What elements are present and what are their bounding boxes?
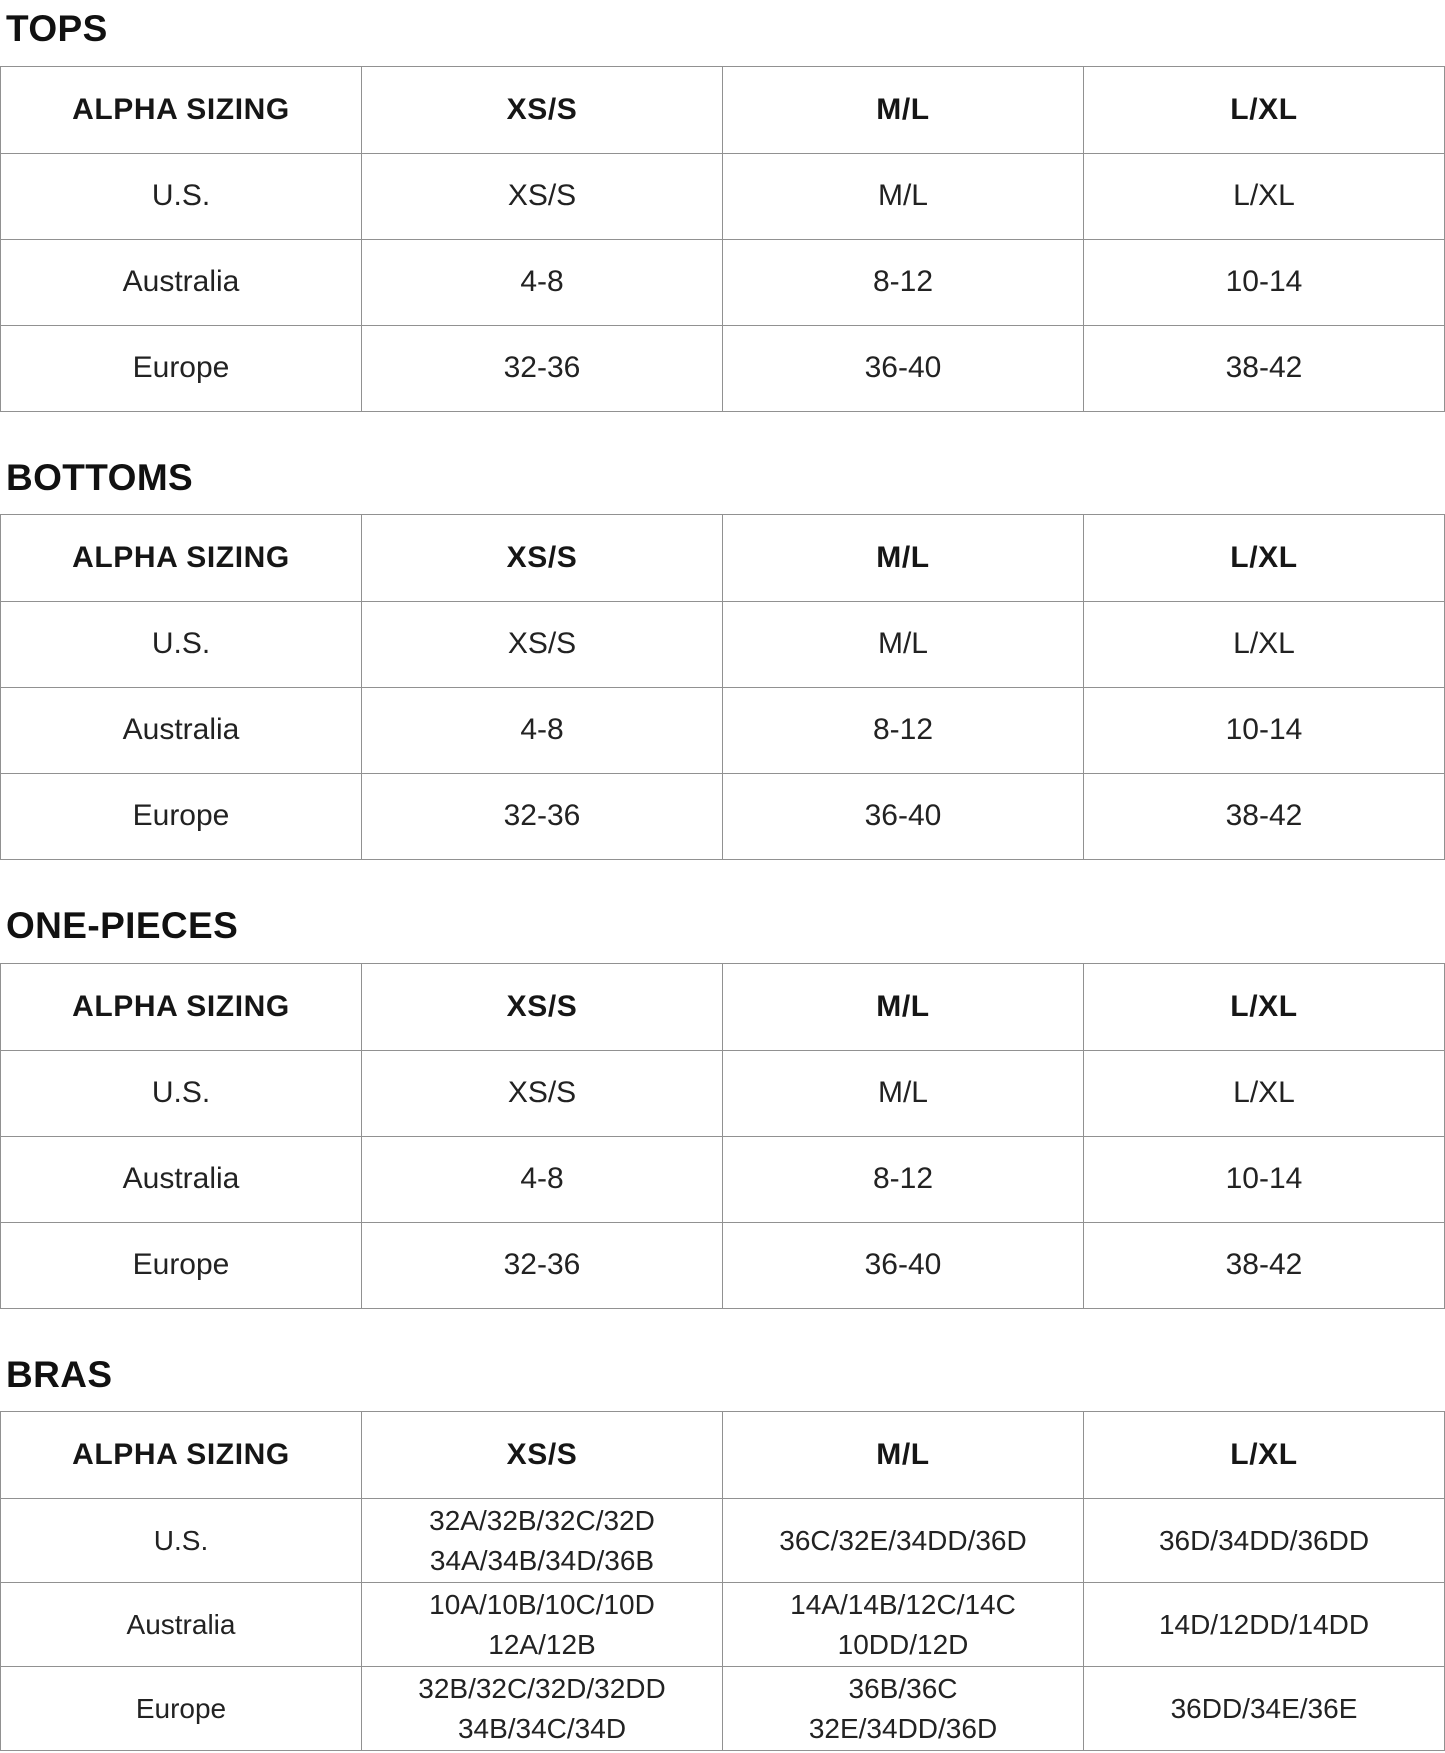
size-cell <box>1084 1050 1445 1136</box>
table-row-australia <box>1 1583 1445 1667</box>
row-label-australia <box>1 1583 362 1667</box>
size-cell <box>723 1050 1084 1136</box>
cell-text: 32B/32C/32D/32DD <box>418 1672 666 1704</box>
cell-text: U.S. <box>151 1075 211 1109</box>
cell-text: Europe <box>132 350 230 384</box>
row-label-australia <box>1 239 362 325</box>
cell-text: 8-12 <box>872 1161 934 1195</box>
section-title-bras: BRAS <box>6 1353 113 1395</box>
size-cell <box>362 1499 723 1583</box>
size-cell <box>723 774 1084 860</box>
size-cell <box>723 239 1084 325</box>
col-header-alpha-sizing: ALPHA SIZING <box>1 66 362 153</box>
cell-text: 32-36 <box>503 1247 581 1281</box>
table-row-australia <box>1 688 1445 774</box>
table-row-australia <box>1 239 1445 325</box>
size-cell <box>362 688 723 774</box>
cell-text: 36DD/34E/36E <box>1170 1692 1358 1724</box>
col-header-xs-s: XS/S <box>362 66 723 153</box>
col-header-xs-s: XS/S <box>362 515 723 602</box>
cell-text: 12A/12B <box>488 1628 596 1660</box>
cell-text: Europe <box>135 1692 227 1724</box>
table-row-europe <box>1 325 1445 411</box>
size-cell <box>362 1222 723 1308</box>
section-title-one-pieces: ONE-PIECES <box>6 905 239 947</box>
size-cell <box>1084 325 1445 411</box>
cell-text: 8-12 <box>872 264 934 298</box>
cell-text: M/L <box>877 178 928 212</box>
cell-text: 34B/34C/34D <box>457 1712 627 1744</box>
size-cell <box>723 153 1084 239</box>
col-header-alpha-sizing: ALPHA SIZING <box>1 515 362 602</box>
col-header-l-xl: L/XL <box>1084 963 1445 1050</box>
size-cell <box>1084 688 1445 774</box>
row-label-europe <box>1 1222 362 1308</box>
col-header-alpha-sizing: ALPHA SIZING <box>1 963 362 1050</box>
size-cell <box>723 1667 1084 1751</box>
cell-text: XS/S <box>507 1075 577 1109</box>
table-row-europe <box>1 1222 1445 1308</box>
size-cell <box>362 153 723 239</box>
table-row-us <box>1 1050 1445 1136</box>
size-table-bras <box>0 1411 1445 1751</box>
cell-text: Australia <box>122 1161 240 1195</box>
size-cell <box>362 1136 723 1222</box>
cell-text: U.S. <box>153 1524 209 1556</box>
cell-text: M/L <box>877 627 928 661</box>
table-header-row <box>1 515 1445 602</box>
row-label-europe <box>1 774 362 860</box>
row-label-australia <box>1 688 362 774</box>
col-header-alpha-sizing: ALPHA SIZING <box>1 1412 362 1499</box>
size-cell <box>1084 1222 1445 1308</box>
cell-text: M/L <box>877 1075 928 1109</box>
cell-text: 38-42 <box>1225 1247 1303 1281</box>
cell-text: XS/S <box>507 627 577 661</box>
cell-text: L/XL <box>1233 627 1295 661</box>
size-cell <box>1084 1499 1445 1583</box>
cell-text: 10-14 <box>1225 1161 1303 1195</box>
cell-text: Australia <box>122 264 240 298</box>
cell-text: 10DD/12D <box>837 1628 969 1660</box>
cell-text: Europe <box>132 799 230 833</box>
size-cell <box>723 325 1084 411</box>
cell-text: L/XL <box>1233 178 1295 212</box>
cell-text: 38-42 <box>1225 799 1303 833</box>
row-label-europe <box>1 325 362 411</box>
col-header-l-xl: L/XL <box>1084 66 1445 153</box>
size-cell <box>1084 1136 1445 1222</box>
cell-text: 4-8 <box>520 264 564 298</box>
size-cell <box>362 325 723 411</box>
size-cell <box>1084 1583 1445 1667</box>
table-row-europe <box>1 1667 1445 1751</box>
size-cell <box>1084 774 1445 860</box>
row-label-us <box>1 1499 362 1583</box>
size-cell <box>362 239 723 325</box>
row-label-australia <box>1 1136 362 1222</box>
cell-text: 36B/36C <box>848 1672 958 1704</box>
col-header-xs-s: XS/S <box>362 963 723 1050</box>
section-title-tops: TOPS <box>6 8 108 49</box>
cell-text: XS/S <box>507 178 577 212</box>
col-header-m-l: M/L <box>723 963 1084 1050</box>
cell-text: 32-36 <box>503 350 581 384</box>
size-table-one-pieces <box>0 963 1445 1309</box>
size-table-tops <box>0 66 1445 412</box>
cell-text: Australia <box>122 713 240 747</box>
cell-text: U.S. <box>151 627 211 661</box>
size-cell <box>362 1583 723 1667</box>
cell-text: 32A/32B/32C/32D <box>429 1504 655 1536</box>
cell-text: 36-40 <box>864 799 942 833</box>
size-cell <box>723 688 1084 774</box>
size-table-bottoms <box>0 514 1445 860</box>
cell-text: Europe <box>132 1247 230 1281</box>
cell-text: 34A/34B/34D/36B <box>429 1544 655 1576</box>
size-cell <box>1084 602 1445 688</box>
cell-text: L/XL <box>1233 1075 1295 1109</box>
table-row-us <box>1 602 1445 688</box>
cell-text: 10A/10B/10C/10D <box>429 1588 655 1620</box>
row-label-us <box>1 153 362 239</box>
col-header-l-xl: L/XL <box>1084 515 1445 602</box>
cell-text: 10-14 <box>1225 713 1303 747</box>
size-cell <box>362 774 723 860</box>
col-header-m-l: M/L <box>723 1412 1084 1499</box>
size-cell <box>362 602 723 688</box>
table-header-row <box>1 963 1445 1050</box>
cell-text: 10-14 <box>1225 264 1303 298</box>
cell-text: 4-8 <box>520 1161 564 1195</box>
col-header-m-l: M/L <box>723 515 1084 602</box>
size-cell <box>723 1583 1084 1667</box>
table-row-europe <box>1 774 1445 860</box>
cell-text: 36-40 <box>864 1247 942 1281</box>
size-cell <box>1084 239 1445 325</box>
cell-text: 14A/14B/12C/14C <box>790 1588 1016 1620</box>
size-cell <box>723 1222 1084 1308</box>
size-cell <box>362 1667 723 1751</box>
table-header-row <box>1 1412 1445 1499</box>
cell-text: 8-12 <box>872 713 934 747</box>
size-cell <box>362 1050 723 1136</box>
row-label-us <box>1 602 362 688</box>
cell-text: U.S. <box>151 178 211 212</box>
cell-text: 36D/34DD/36DD <box>1158 1524 1370 1556</box>
cell-text: 36C/32E/34DD/36D <box>779 1524 1027 1556</box>
size-cell <box>723 602 1084 688</box>
size-cell <box>1084 1667 1445 1751</box>
col-header-m-l: M/L <box>723 66 1084 153</box>
cell-text: 14D/12DD/14DD <box>1158 1608 1370 1640</box>
cell-text: Australia <box>126 1608 236 1640</box>
size-cell <box>723 1136 1084 1222</box>
row-label-us <box>1 1050 362 1136</box>
table-row-us <box>1 153 1445 239</box>
cell-text: 36-40 <box>864 350 942 384</box>
col-header-l-xl: L/XL <box>1084 1412 1445 1499</box>
cell-text: 32-36 <box>503 799 581 833</box>
table-header-row <box>1 66 1445 153</box>
section-title-bottoms: BOTTOMS <box>6 456 194 498</box>
size-cell <box>723 1499 1084 1583</box>
cell-text: 32E/34DD/36D <box>808 1712 998 1744</box>
cell-text: 38-42 <box>1225 350 1303 384</box>
cell-text: 4-8 <box>520 713 564 747</box>
row-label-europe <box>1 1667 362 1751</box>
table-row-australia <box>1 1136 1445 1222</box>
col-header-xs-s: XS/S <box>362 1412 723 1499</box>
size-cell <box>1084 153 1445 239</box>
table-row-us <box>1 1499 1445 1583</box>
